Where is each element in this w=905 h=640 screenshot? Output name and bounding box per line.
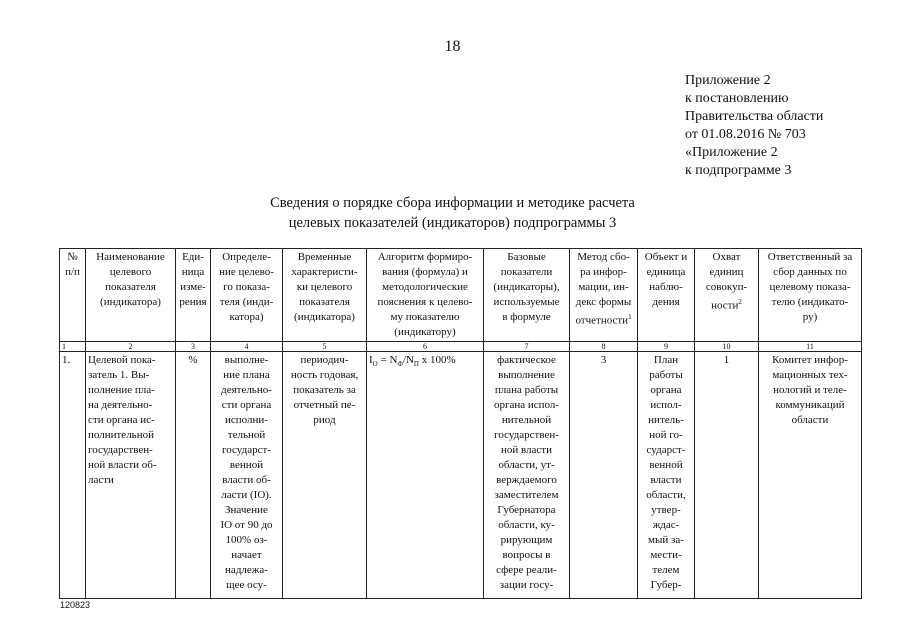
table-row — [60, 352, 862, 599]
appendix-line: к подпрограмме 3 — [685, 163, 792, 178]
document-title-line: целевых показателей (индикаторов) подпрограммы 3 — [288, 215, 617, 231]
column-number: 7 — [484, 342, 570, 352]
column-number: 1 — [60, 342, 86, 352]
column-number: 5 — [283, 342, 367, 352]
header-method-text: Метод сбо- ра инфор- мации, ин- декс формы отчетности — [575, 251, 632, 327]
appendix-line: от 01.08.2016 № 703 — [685, 127, 806, 142]
column-number: 2 — [86, 342, 176, 352]
appendix-line: «Приложение 2 — [685, 145, 778, 160]
cell-object: План работы органа испол- нитель- ной го- сударст- венной власти области, утвер- ждас- мый за- мести- телем Губер- — [638, 352, 695, 599]
column-number: 8 — [570, 342, 638, 352]
formula-subscript: П — [413, 360, 419, 369]
appendix-block — [685, 72, 823, 180]
formula-subscript: Ф — [397, 360, 403, 369]
indicators-table — [59, 248, 862, 599]
cell-base: фактическое выполнение плана работы органа испол- нительной государствен- ной власти области, ут- верждаемого заместителем Губернатора области, ку- рирующим вопросы в сфере реали- зации госу- — [484, 352, 570, 599]
column-number: 10 — [695, 342, 759, 352]
formula-symbol: x 100% — [418, 354, 456, 366]
header-cell-unit: Еди- ница изме- рения — [176, 249, 211, 342]
formula-text — [369, 354, 456, 369]
header-cell-method — [570, 249, 638, 342]
column-number: 11 — [759, 342, 862, 352]
appendix-line: Приложение 2 — [685, 73, 771, 88]
cell-num: 1. — [60, 352, 86, 599]
cell-name: Целевой пока- затель 1. Вы- полнение пла- на деятельно- сти органа ис- полнительной государствен- ной власти об- ласти — [86, 352, 176, 599]
cell-coverage: 1 — [695, 352, 759, 599]
formula-symbol: = N — [377, 354, 398, 366]
formula-subscript: O — [372, 360, 378, 369]
header-cell-base: Базовые показатели (индикаторы), используемые в формуле — [484, 249, 570, 342]
appendix-line: к постановлению — [685, 91, 789, 106]
column-number: 6 — [367, 342, 484, 352]
header-cell-name: Наименование целевого показателя (индикатора) — [86, 249, 176, 342]
document-code: 120823 — [60, 600, 91, 610]
header-cell-num: № п/п — [60, 249, 86, 342]
header-coverage-text: Охват единиц совокуп- ности — [705, 251, 748, 312]
header-cell-definition: Определе- ние целево- го показа- теля (инди- катора) — [211, 249, 283, 342]
document-title — [0, 193, 905, 233]
page-number: 18 — [444, 38, 461, 55]
footnote-marker: 2 — [738, 298, 742, 306]
cell-method: 3 — [570, 352, 638, 599]
cell-definition: выполне- ние плана деятельно- сти органа исполни- тельной государст- венной власти об- ласти (IO). Значение IO от 90 до 100% оз- начает надлежа- щее осу- — [211, 352, 283, 599]
appendix-line: Правительства области — [685, 109, 824, 124]
table-header-row — [60, 249, 862, 342]
header-cell-object: Объект и единица наблю- дения — [638, 249, 695, 342]
cell-formula — [367, 352, 484, 599]
cell-unit: % — [176, 352, 211, 599]
header-cell-responsible: Ответственный за сбор данных по целевому показа- телю (индикато- ру) — [759, 249, 862, 342]
cell-responsible: Комитет инфор- мационных тех- нологий и теле- коммуникаций области — [759, 352, 862, 599]
formula-symbol: /N — [402, 354, 414, 366]
column-number: 3 — [176, 342, 211, 352]
column-number: 4 — [211, 342, 283, 352]
column-number: 9 — [638, 342, 695, 352]
column-number-row — [60, 342, 862, 352]
header-cell-time: Временные характеристи- ки целевого показателя (индикатора) — [283, 249, 367, 342]
header-cell-coverage — [695, 249, 759, 342]
footnote-marker: 1 — [628, 313, 632, 321]
formula-symbol: I — [369, 354, 373, 366]
header-cell-formula: Алгоритм формиро- вания (формула) и методологические пояснения к целево- му показателю (индикатору) — [367, 249, 484, 342]
cell-time: периодич- ность годовая, показатель за отчетный пе- риод — [283, 352, 367, 599]
document-title-line: Сведения о порядке сбора информации и методике расчета — [270, 195, 635, 211]
